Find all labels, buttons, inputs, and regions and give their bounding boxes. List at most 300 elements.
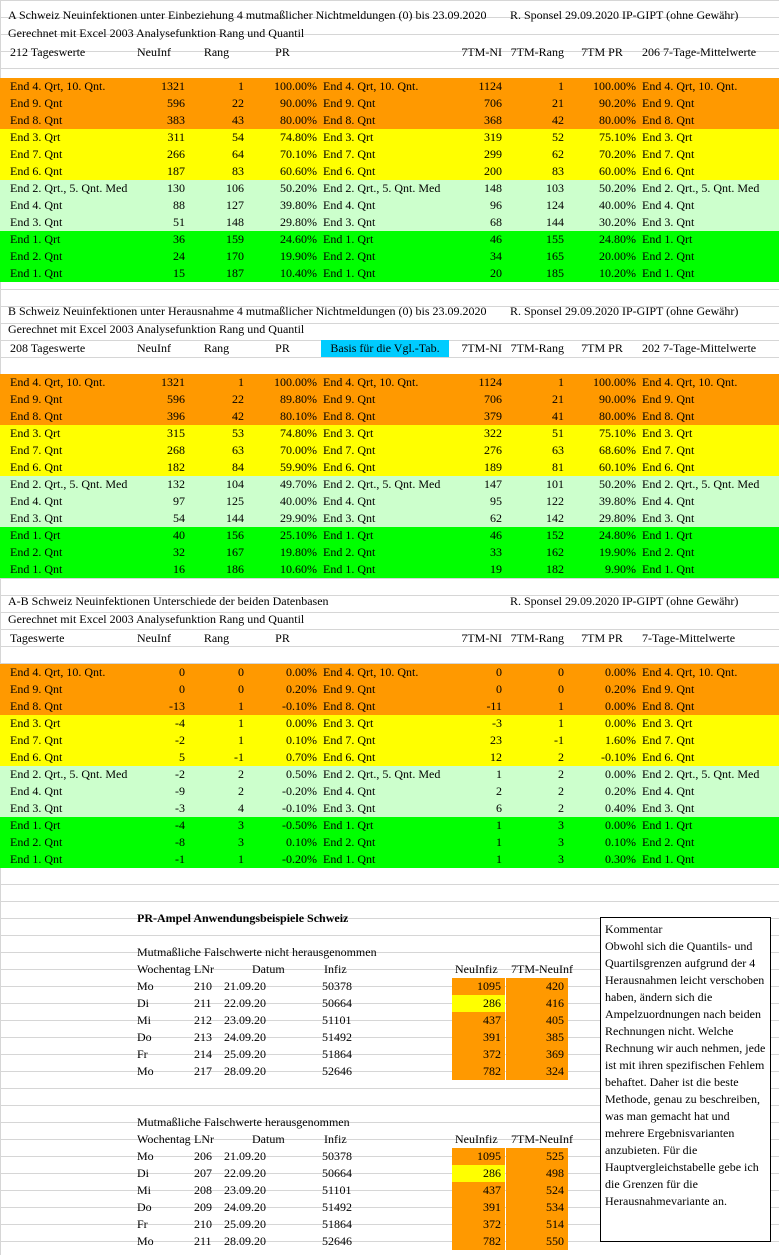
ampel-cell-2: 22.09.20 (224, 1166, 266, 1180)
cell-b: 311 (167, 130, 185, 144)
cell-g: 83 (552, 164, 564, 178)
cell-b: 36 (173, 232, 185, 246)
cell-c: 186 (226, 562, 244, 576)
column-header-c: Rang (203, 631, 230, 645)
cell-g: 155 (546, 232, 564, 246)
cell-a: End 1. Qrt (10, 818, 61, 832)
cell-d: 29.90% (280, 511, 317, 525)
cell-f: 6 (496, 801, 502, 815)
cell-d: 49.70% (280, 477, 317, 491)
cell-i: End 1. Qnt (642, 266, 695, 280)
ampel-cell-5: 514 (506, 1216, 568, 1233)
table-row (0, 800, 779, 817)
cell-h: -0.10% (601, 750, 636, 764)
column-header-f: 7TM-NI (461, 45, 502, 59)
column-header-f: 7TM-NI (461, 631, 502, 645)
table-row (0, 493, 779, 510)
table-row (0, 163, 779, 180)
cell-b: -2 (175, 733, 185, 747)
cell-f: 2 (496, 784, 502, 798)
cell-e: End 7. Qnt (323, 147, 376, 161)
cell-b: -8 (175, 835, 185, 849)
cell-f: 12 (490, 750, 502, 764)
cell-h: 50.20% (599, 477, 636, 491)
cell-f: 0 (496, 682, 502, 696)
cell-b: 5 (179, 750, 185, 764)
cell-a: End 3. Qrt (10, 716, 61, 730)
cell-a: End 8. Qnt (10, 699, 63, 713)
cell-h: 29.80% (599, 511, 636, 525)
cell-d: -0.10% (282, 699, 317, 713)
ampel-cell-0: Fr (137, 1217, 148, 1231)
column-header-d: PR (275, 631, 290, 645)
cell-a: End 6. Qnt (10, 460, 63, 474)
cell-b: -2 (175, 767, 185, 781)
ampel-cell-1: 214 (194, 1047, 212, 1061)
cell-e: End 2. Qrt., 5. Qnt. Med (323, 181, 441, 195)
ampel-cell-3: 50664 (322, 1166, 352, 1180)
column-header-i: 206 7-Tage-Mittelwerte (642, 45, 757, 59)
column-header-a: Tageswerte (10, 631, 65, 645)
cell-h: 0.00% (605, 665, 636, 679)
cell-i: End 6. Qnt (642, 164, 695, 178)
ampel-cell-3: 50378 (322, 979, 352, 993)
cell-b: 32 (173, 545, 185, 559)
cell-e: End 1. Qnt (323, 266, 376, 280)
cell-d: 10.60% (280, 562, 317, 576)
ampel-title: PR-Ampel Anwendungsbeispiele Schweiz (137, 911, 349, 925)
ampel-cell-1: 207 (194, 1166, 212, 1180)
cell-d: -0.20% (282, 784, 317, 798)
cell-f: 1 (496, 835, 502, 849)
cell-b: 596 (167, 96, 185, 110)
cell-f: 33 (490, 545, 502, 559)
ampel-cell-2: 28.09.20 (224, 1234, 266, 1248)
cell-a: End 2. Qnt (10, 249, 63, 263)
ampel-cell-5: 534 (506, 1199, 568, 1216)
cell-c: 3 (238, 818, 244, 832)
cell-d: 100.00% (274, 375, 317, 389)
table-row (0, 248, 779, 265)
cell-h: 60.10% (599, 460, 636, 474)
column-header-g: 7TM-Rang (510, 341, 564, 355)
cell-h: 70.20% (599, 147, 636, 161)
cell-b: -13 (169, 699, 185, 713)
cell-d: 50.20% (280, 181, 317, 195)
cell-i: End 3. Qrt (642, 716, 693, 730)
cell-a: End 6. Qnt (10, 750, 63, 764)
cell-f: 322 (484, 426, 502, 440)
cell-c: 144 (226, 511, 244, 525)
cell-b: -3 (175, 801, 185, 815)
block-subtitle: Gerechnet mit Excel 2003 Analysefunktion Rang und Quantil (8, 612, 305, 626)
cell-a: End 4. Qnt (10, 494, 63, 508)
cell-h: 1.60% (605, 733, 636, 747)
cell-h: 0.20% (605, 784, 636, 798)
cell-e: End 9. Qnt (323, 96, 376, 110)
cell-d: -0.50% (282, 818, 317, 832)
ampel-cell-0: Mo (137, 1064, 154, 1078)
block-title: B Schweiz Neuinfektionen unter Herausnahme 4 mutmaßlicher Nichtmeldungen (0) bis 23.09.2020 (8, 304, 487, 318)
cell-a: End 7. Qnt (10, 733, 63, 747)
cell-c: 156 (226, 528, 244, 542)
cell-d: -0.20% (282, 852, 317, 866)
cell-c: 1 (238, 733, 244, 747)
cell-e: End 4. Qnt (323, 198, 376, 212)
cell-e: End 3. Qnt (323, 511, 376, 525)
cell-g: 3 (558, 835, 564, 849)
cell-b: -4 (175, 716, 185, 730)
cell-a: End 4. Qnt (10, 198, 63, 212)
cell-h: 90.20% (599, 96, 636, 110)
table-row (0, 544, 779, 561)
ampel-cell-1: 217 (194, 1064, 212, 1078)
table-header (0, 340, 779, 357)
table-row (0, 749, 779, 766)
table-row (0, 408, 779, 425)
column-header-b: NeuInf (137, 631, 171, 645)
cell-g: 41 (552, 409, 564, 423)
comment-box (600, 917, 771, 1242)
cell-h: 20.00% (599, 249, 636, 263)
ampel-cell-5: 524 (506, 1182, 568, 1199)
cell-f: -3 (492, 716, 502, 730)
cell-a: End 9. Qnt (10, 392, 63, 406)
cell-g: 182 (546, 562, 564, 576)
cell-f: 276 (484, 443, 502, 457)
cell-e: End 8. Qnt (323, 409, 376, 423)
cell-h: 0.00% (605, 716, 636, 730)
cell-f: 319 (484, 130, 502, 144)
table-row (0, 715, 779, 732)
table-row (0, 766, 779, 783)
ampel-cell-3: 51101 (322, 1013, 352, 1027)
cell-g: 152 (546, 528, 564, 542)
comment-heading: Kommentar (605, 922, 663, 936)
column-header-a: 208 Tageswerte (10, 341, 86, 355)
cell-f: 148 (484, 181, 502, 195)
cell-i: End 1. Qrt (642, 818, 693, 832)
column-header-i: 202 7-Tage-Mittelwerte (642, 341, 757, 355)
cell-e: End 4. Qnt (323, 784, 376, 798)
table-row (0, 561, 779, 578)
cell-c: 42 (232, 409, 244, 423)
table-row (0, 732, 779, 749)
cell-f: 147 (484, 477, 502, 491)
cell-e: End 2. Qrt., 5. Qnt. Med (323, 767, 441, 781)
cell-h: 30.20% (599, 215, 636, 229)
cell-f: 95 (490, 494, 502, 508)
column-header-d: PR (275, 45, 290, 59)
ampel-header-1: LNr (194, 962, 214, 976)
cell-i: End 4. Qnt (642, 494, 695, 508)
column-header-h: 7TM PR (581, 341, 623, 355)
cell-f: 368 (484, 113, 502, 127)
cell-f: 1 (496, 852, 502, 866)
table-row (0, 459, 779, 476)
ampel-cell-4: 437 (452, 1182, 505, 1199)
cell-d: 25.10% (280, 528, 317, 542)
cell-i: End 8. Qnt (642, 409, 695, 423)
ampel-cell-0: Di (137, 996, 149, 1010)
table-header (0, 630, 779, 647)
column-header-b: NeuInf (137, 341, 171, 355)
table-row (0, 214, 779, 231)
cell-g: 2 (558, 784, 564, 798)
cell-e: End 1. Qrt (323, 232, 374, 246)
cell-e: End 3. Qrt (323, 426, 374, 440)
cell-h: 0.10% (605, 835, 636, 849)
ampel-cell-3: 51864 (322, 1217, 352, 1231)
cell-e: End 2. Qnt (323, 249, 376, 263)
table-row (0, 95, 779, 112)
cell-b: 54 (173, 511, 185, 525)
ampel-cell-1: 211 (194, 996, 212, 1010)
ampel-cell-2: 24.09.20 (224, 1030, 266, 1044)
column-header-g: 7TM-Rang (510, 45, 564, 59)
cell-a: End 2. Qnt (10, 835, 63, 849)
table-row (0, 425, 779, 442)
cell-h: 60.00% (599, 164, 636, 178)
cell-a: End 1. Qrt (10, 528, 61, 542)
ampel-cell-0: Do (137, 1030, 152, 1044)
ampel-cell-0: Di (137, 1166, 149, 1180)
column-header-h: 7TM PR (581, 631, 623, 645)
cell-d: 19.90% (280, 249, 317, 263)
cell-b: 88 (173, 198, 185, 212)
ampel-cell-4: 437 (452, 1012, 505, 1029)
column-header-f: 7TM-NI (461, 341, 502, 355)
cell-f: 0 (496, 665, 502, 679)
column-header-a: 212 Tageswerte (10, 45, 86, 59)
ampel-header-0: Wochentag (137, 962, 191, 976)
cell-h: 40.00% (599, 198, 636, 212)
cell-a: End 7. Qnt (10, 147, 63, 161)
table-row (0, 146, 779, 163)
cell-i: End 3. Qrt (642, 130, 693, 144)
cell-g: 144 (546, 215, 564, 229)
cell-h: 0.40% (605, 801, 636, 815)
ampel-header-4: NeuInfiz (455, 1132, 498, 1146)
cell-f: 706 (484, 392, 502, 406)
cell-c: 43 (232, 113, 244, 127)
table-row (0, 391, 779, 408)
cell-g: 0 (558, 682, 564, 696)
ampel-cell-2: 21.09.20 (224, 979, 266, 993)
cell-i: End 1. Qrt (642, 232, 693, 246)
cell-f: 96 (490, 198, 502, 212)
cell-i: End 2. Qnt (642, 545, 695, 559)
cell-f: 200 (484, 164, 502, 178)
cell-a: End 3. Qnt (10, 215, 63, 229)
cell-g: 1 (558, 716, 564, 730)
cell-i: End 4. Qrt, 10. Qnt. (642, 665, 738, 679)
table-row (0, 442, 779, 459)
cell-f: 68 (490, 215, 502, 229)
cell-a: End 1. Qnt (10, 266, 63, 280)
ampel-cell-4: 372 (452, 1046, 505, 1063)
cell-e: End 6. Qnt (323, 750, 376, 764)
ampel-cell-4: 286 (452, 1165, 505, 1182)
cell-d: 70.10% (280, 147, 317, 161)
cell-d: 70.00% (280, 443, 317, 457)
cell-c: 0 (238, 665, 244, 679)
block-author: R. Sponsel 29.09.2020 IP-GIPT (ohne Gewähr) (510, 594, 739, 608)
cell-g: 1 (558, 375, 564, 389)
ampel-cell-4: 372 (452, 1216, 505, 1233)
cell-h: 80.00% (599, 113, 636, 127)
cell-i: End 8. Qnt (642, 113, 695, 127)
cell-b: 97 (173, 494, 185, 508)
cell-g: 3 (558, 818, 564, 832)
cell-i: End 7. Qnt (642, 443, 695, 457)
ampel-cell-5: 420 (506, 978, 568, 995)
table-row (0, 374, 779, 391)
cell-b: 1321 (161, 375, 185, 389)
ampel-cell-1: 212 (194, 1013, 212, 1027)
cell-f: 189 (484, 460, 502, 474)
cell-e: End 3. Qrt (323, 130, 374, 144)
cell-g: 62 (552, 147, 564, 161)
cell-f: 46 (490, 232, 502, 246)
cell-d: 80.00% (280, 113, 317, 127)
cell-c: 2 (238, 767, 244, 781)
cell-i: End 4. Qrt, 10. Qnt. (642, 375, 738, 389)
cell-e: End 7. Qnt (323, 733, 376, 747)
cell-c: -1 (234, 750, 244, 764)
cell-g: 81 (552, 460, 564, 474)
cell-e: End 6. Qnt (323, 460, 376, 474)
cell-d: 24.60% (280, 232, 317, 246)
table-row (0, 265, 779, 282)
cell-g: 165 (546, 249, 564, 263)
cell-g: 162 (546, 545, 564, 559)
ampel-cell-5: 498 (506, 1165, 568, 1182)
cell-c: 125 (226, 494, 244, 508)
cell-a: End 3. Qnt (10, 801, 63, 815)
table-row (0, 180, 779, 197)
block-title: A-B Schweiz Neuinfektionen Unterschiede der beiden Datenbasen (8, 594, 329, 608)
cell-c: 22 (232, 96, 244, 110)
cell-e: End 2. Qnt (323, 835, 376, 849)
cell-a: End 8. Qnt (10, 409, 63, 423)
ampel-cell-0: Mo (137, 979, 154, 993)
cell-d: 0.00% (286, 716, 317, 730)
cell-i: End 9. Qnt (642, 682, 695, 696)
cell-e: End 9. Qnt (323, 392, 376, 406)
cell-a: End 2. Qrt., 5. Qnt. Med (10, 767, 128, 781)
cell-i: End 3. Qrt (642, 426, 693, 440)
cell-f: 19 (490, 562, 502, 576)
cell-e: End 2. Qnt (323, 545, 376, 559)
cell-g: 142 (546, 511, 564, 525)
cell-c: 1 (238, 852, 244, 866)
cell-i: End 2. Qrt., 5. Qnt. Med (642, 767, 760, 781)
cell-e: End 7. Qnt (323, 443, 376, 457)
cell-e: End 1. Qnt (323, 562, 376, 576)
cell-h: 24.80% (599, 232, 636, 246)
cell-b: -9 (175, 784, 185, 798)
cell-e: End 4. Qnt (323, 494, 376, 508)
cell-i: End 4. Qrt, 10. Qnt. (642, 79, 738, 93)
ampel-header-1: LNr (194, 1132, 214, 1146)
cell-b: 0 (179, 665, 185, 679)
cell-a: End 9. Qnt (10, 96, 63, 110)
ampel-header-0: Wochentag (137, 1132, 191, 1146)
cell-a: End 6. Qnt (10, 164, 63, 178)
block-subtitle: Gerechnet mit Excel 2003 Analysefunktion Rang und Quantil (8, 26, 305, 40)
cell-f: 1 (496, 818, 502, 832)
cell-d: 10.40% (280, 266, 317, 280)
cell-f: 706 (484, 96, 502, 110)
cell-c: 83 (232, 164, 244, 178)
cell-h: 9.90% (605, 562, 636, 576)
cell-i: End 1. Qrt (642, 528, 693, 542)
table-header (0, 44, 779, 61)
cell-d: 90.00% (280, 96, 317, 110)
cell-g: 51 (552, 426, 564, 440)
ampel-header-2: Datum (252, 1132, 285, 1146)
cell-e: End 1. Qrt (323, 528, 374, 542)
cell-i: End 8. Qnt (642, 699, 695, 713)
ampel-header-2: Datum (252, 962, 285, 976)
cell-e: End 9. Qnt (323, 682, 376, 696)
cell-a: End 1. Qrt (10, 232, 61, 246)
cell-f: 1 (496, 767, 502, 781)
column-header-e: Basis für die Vgl.-Tab. (321, 340, 449, 357)
cell-d: 74.80% (280, 426, 317, 440)
ampel-cell-0: Mi (137, 1013, 152, 1027)
cell-g: 101 (546, 477, 564, 491)
cell-h: 0.00% (605, 818, 636, 832)
ampel-cell-2: 21.09.20 (224, 1149, 266, 1163)
cell-i: End 6. Qnt (642, 750, 695, 764)
column-header-b: NeuInf (137, 45, 171, 59)
cell-c: 127 (226, 198, 244, 212)
ampel-cell-4: 782 (452, 1233, 505, 1250)
cell-c: 0 (238, 682, 244, 696)
cell-f: 1124 (478, 375, 502, 389)
cell-g: 42 (552, 113, 564, 127)
ampel-cell-5: 385 (506, 1029, 568, 1046)
ampel-cell-5: 405 (506, 1012, 568, 1029)
cell-f: 299 (484, 147, 502, 161)
cell-d: 29.80% (280, 215, 317, 229)
cell-c: 187 (226, 266, 244, 280)
table-row (0, 834, 779, 851)
cell-b: 130 (167, 181, 185, 195)
cell-a: End 4. Qrt, 10. Qnt. (10, 79, 106, 93)
cell-g: 2 (558, 767, 564, 781)
cell-d: 0.70% (286, 750, 317, 764)
cell-e: End 8. Qnt (323, 699, 376, 713)
cell-a: End 3. Qnt (10, 511, 63, 525)
table-row (0, 129, 779, 146)
block-author: R. Sponsel 29.09.2020 IP-GIPT (ohne Gewähr) (510, 8, 739, 22)
cell-a: End 3. Qrt (10, 426, 61, 440)
cell-b: 40 (173, 528, 185, 542)
ampel-header-5: 7TM-NeuInf (511, 1132, 573, 1146)
cell-c: 3 (238, 835, 244, 849)
ampel-header-3: Infiz (324, 1132, 347, 1146)
cell-d: 0.10% (286, 835, 317, 849)
cell-i: End 2. Qrt., 5. Qnt. Med (642, 477, 760, 491)
cell-h: 39.80% (599, 494, 636, 508)
ampel-cell-4: 1095 (452, 1148, 505, 1165)
cell-i: End 7. Qnt (642, 733, 695, 747)
column-header-c: Rang (203, 45, 230, 59)
cell-d: 19.80% (280, 545, 317, 559)
